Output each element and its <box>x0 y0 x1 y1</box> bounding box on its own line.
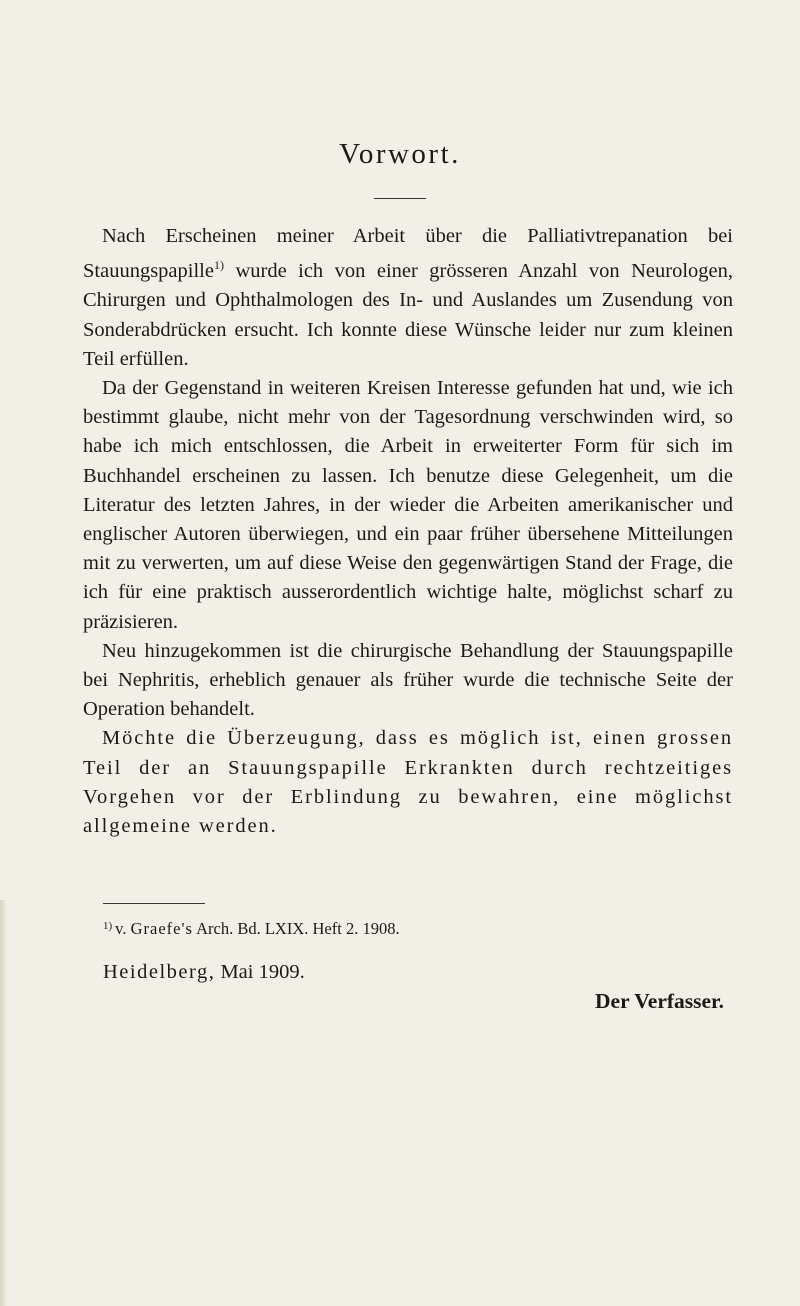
paragraph-4: Möchte die Überzeugung, dass es möglich ist, einen grossen Teil der an Stauungspapille Erkrankten durch rechtzeitiges Vorgehen vor der Erblindung zu bewahren, eine möglichst allgemeine werden. <box>83 727 733 838</box>
footnote-marker: 1) <box>103 920 113 932</box>
title-divider <box>374 198 426 199</box>
paragraph-1 <box>83 222 733 374</box>
page-edge-shadow <box>0 900 7 1306</box>
paragraph-1-text-continued: wurde ich von einer grösseren Anzahl von Neurologen, Chirurgen und Ophthalmologen des In- und Auslandes um Zusendung von Sonderabdrücken ersucht. Ich konnte diese Wünsche leider nur zum kleinen Teil erfüllen. <box>83 260 733 370</box>
footnote-divider <box>103 903 205 904</box>
page-title: Vorwort. <box>339 138 461 170</box>
footnote-reference[interactable]: 1) <box>213 258 224 273</box>
footnote <box>103 916 400 939</box>
paragraph-1-text: Nach Erscheinen meiner Arbeit über die Palliativtrepanation bei Stauungspapille <box>83 225 733 283</box>
footnote-citation: Arch. Bd. LXIX. Heft 2. 1908. <box>196 919 400 938</box>
paragraph-2: Da der Gegenstand in weiteren Kreisen Interesse gefunden hat und, wie ich bestimmt glaube, nicht mehr von der Tagesordnung verschwinden wird, so habe ich mich entschlossen, die Arbeit in erweiterter Form für sich im Buchhandel erscheinen zu lassen. Ich benutze diese Gelegenheit, um die Literatur des letzten Jahres, in der wieder die Arbeiten amerikanischer und englischer Autoren überwiegen, und ein paar früher übersehene Mitteilungen mit zu verwerten, um auf diese Weise den gegenwärtigen Stand der Frage, die ich für eine praktisch ausserordentlich wichtige halte, möglichst scharf zu präzisieren. <box>83 377 733 633</box>
footnote-prefix: v. <box>115 919 127 938</box>
footnote-author: Graefe's <box>130 919 193 938</box>
paragraph-3: Neu hinzugekommen ist die chirurgische Behandlung der Stauungspapille bei Nephritis, erheblich genauer als früher wurde die technische Seite der Operation behandelt. <box>83 639 733 721</box>
signoff-date: Mai 1909. <box>220 961 305 983</box>
preface-body <box>83 222 733 841</box>
signoff-place: Heidelberg, <box>103 961 216 983</box>
place-date <box>103 958 305 986</box>
signoff-author: Der Verfasser. <box>595 989 724 1013</box>
